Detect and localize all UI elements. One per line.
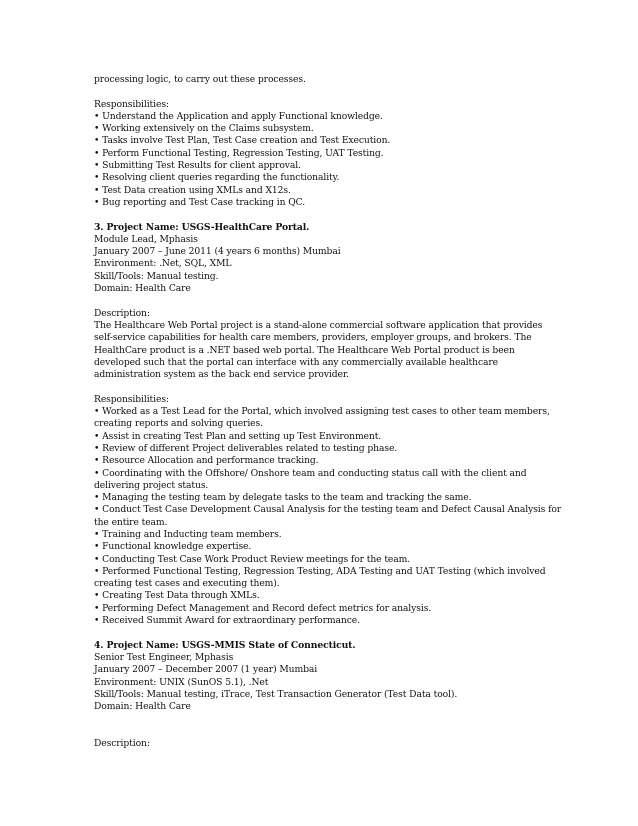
- list-item: creating test cases and executing them).: [94, 578, 280, 590]
- project-4-domain: Domain: Health Care: [94, 701, 191, 713]
- list-item: • Resolving client queries regarding the functionality.: [94, 172, 340, 184]
- responsibilities-list-3: [94, 406, 564, 627]
- project-3-environment: Environment: .Net, SQL, XML: [94, 258, 232, 270]
- description-line: self-service capabilities for health care members, providers, employer groups, and brokers. The: [94, 332, 532, 344]
- list-item: • Conducting Test Case Work Product Review meetings for the team.: [94, 553, 411, 565]
- project-3-description-heading: Description:: [94, 307, 150, 319]
- list-item: • Bug reporting and Test Case tracking in QC.: [94, 196, 306, 208]
- list-item: • Understand the Application and apply Functional knowledge.: [94, 110, 383, 122]
- list-item: the entire team.: [94, 516, 168, 528]
- responsibilities-heading: Responsibilities:: [94, 98, 169, 110]
- project-3-title: 3. Project Name: USGS-HealthCare Portal.: [94, 221, 310, 233]
- project-4-description-heading: Description:: [94, 738, 150, 750]
- description-line: administration system as the back end service provider.: [94, 369, 349, 381]
- project-3-dates: January 2007 – June 2011 (4 years 6 months) Mumbai: [94, 246, 341, 258]
- list-item: • Perform Functional Testing, Regression Testing, UAT Testing.: [94, 147, 384, 159]
- list-item: • Creating Test Data through XMLs.: [94, 590, 260, 602]
- project-3-role: Module Lead, Mphasis: [94, 233, 198, 245]
- list-item: • Test Data creation using XMLs and X12s.: [94, 184, 291, 196]
- project-3-skills: Skill/Tools: Manual testing.: [94, 270, 219, 282]
- list-item: • Performing Defect Management and Record defect metrics for analysis.: [94, 602, 432, 614]
- project-4-environment: Environment: UNIX (SunOS 5.1), .Net: [94, 676, 269, 688]
- list-item: • Conduct Test Case Development Causal Analysis for the testing team and Defect Causal Analysis for: [94, 504, 562, 516]
- project-4-role: Senior Test Engineer, Mphasis: [94, 651, 234, 663]
- list-item: • Coordinating with the Offshore/ Onshore team and conducting status call with the client and: [94, 467, 527, 479]
- intro-line: processing logic, to carry out these processes.: [94, 74, 306, 85]
- list-item: • Performed Functional Testing, Regression Testing, ADA Testing and UAT Testing (which involved: [94, 565, 546, 577]
- description-line: developed such that the portal can interface with any commercially available healthcare: [94, 356, 498, 368]
- list-item: • Training and Inducting team members.: [94, 528, 282, 540]
- list-item: • Managing the testing team by delegate tasks to the team and tracking the same.: [94, 492, 472, 504]
- list-item: • Assist in creating Test Plan and setting up Test Environment.: [94, 430, 382, 442]
- project-3-description: [94, 320, 564, 381]
- list-item: • Worked as a Test Lead for the Portal, which involved assigning test cases to other team members,: [94, 406, 550, 418]
- list-item: • Review of different Project deliverables related to testing phase.: [94, 442, 398, 454]
- description-line: The Healthcare Web Portal project is a stand-alone commercial software application that provides: [94, 319, 543, 331]
- project-4-dates: January 2007 – December 2007 (1 year) Mumbai: [94, 664, 318, 676]
- list-item: • Tasks involve Test Plan, Test Case creation and Test Execution.: [94, 135, 391, 147]
- list-item: creating reports and solving queries.: [94, 418, 263, 430]
- list-item: • Functional knowledge expertise.: [94, 541, 252, 553]
- project-4-skills: Skill/Tools: Manual testing, iTrace, Test Transaction Generator (Test Data tool).: [94, 688, 458, 700]
- list-item: • Submitting Test Results for client approval.: [94, 160, 301, 172]
- list-item: • Received Summit Award for extraordinary performance.: [94, 615, 360, 627]
- list-item: • Working extensively on the Claims subsystem.: [94, 123, 314, 135]
- resume-page: [94, 74, 564, 750]
- project-3-responsibilities-heading: Responsibilities:: [94, 393, 169, 405]
- list-item: • Resource Allocation and performance tracking.: [94, 455, 319, 467]
- project-4-title: 4. Project Name: USGS-MMIS State of Connecticut.: [94, 639, 356, 651]
- project-3-domain: Domain: Health Care: [94, 283, 191, 295]
- responsibilities-list-1: [94, 111, 564, 209]
- description-line: HealthCare product is a .NET based web portal. The Healthcare Web Portal product is been: [94, 344, 515, 356]
- list-item: delivering project status.: [94, 479, 209, 491]
